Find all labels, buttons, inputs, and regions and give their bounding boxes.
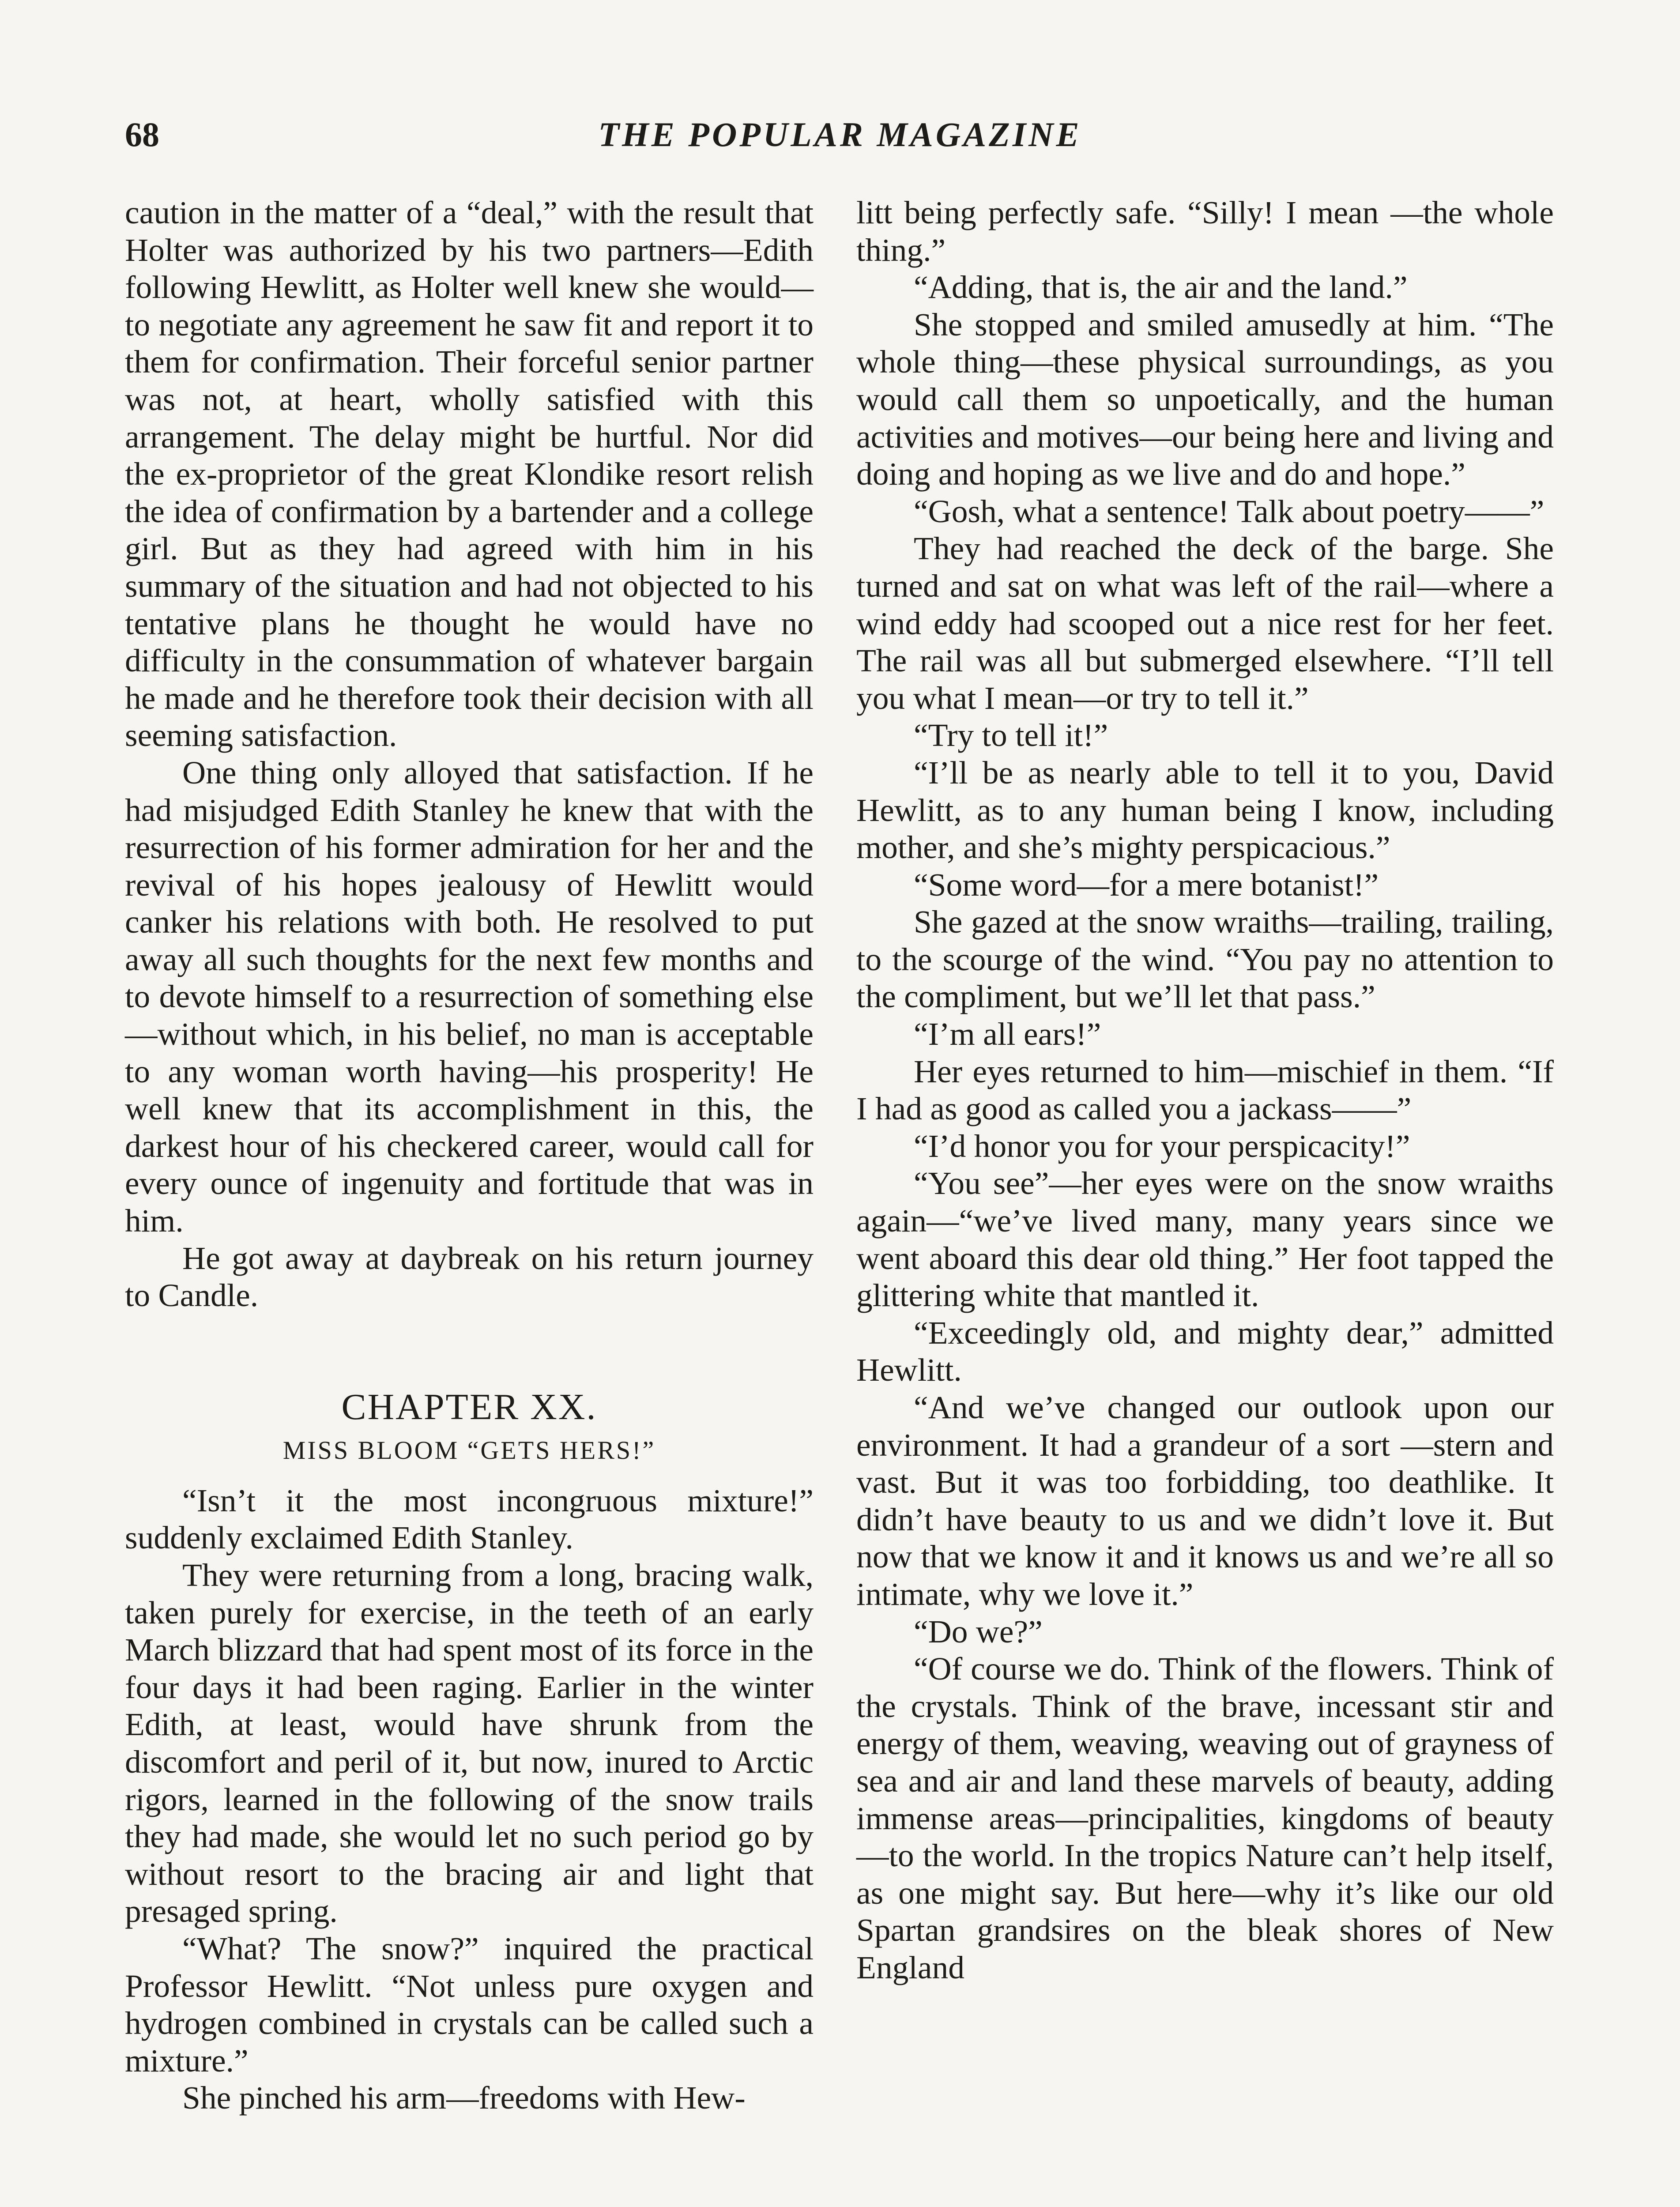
- paragraph: “And we’ve changed our outlook upon our environment. It had a grandeur of a sort —stern and vast. But it was too forbidding, too deathlike. It didn’t have beauty to us and we didn’t love it. But now that we know it and it knows us and we’re all so intimate, why we love it.”: [856, 1390, 1554, 1612]
- chapter-subtitle: MISS BLOOM “GETS HERS!”: [283, 1435, 656, 1465]
- left-column: [125, 194, 814, 2117]
- page-header: [125, 110, 1555, 172]
- paragraph: “Of course we do. Think of the flowers. Think of the crystals. Think of the brave, incessant stir and energy of them, weaving, weaving out of grayness of sea and air and land these marvels of beauty, adding immense areas—principalities, kingdoms of beauty—to the world. In the tropics Nature can’t help itself, as one might say. But here—why it’s like our old Spartan grandsires on the bleak shores of New England: [856, 1651, 1554, 1985]
- paragraph: She stopped and smiled amusedly at him. “The whole thing—these physical surroundings, as you would call them so unpoetically, and the human activities and motives—our being here and living and doing and hoping as we live and do and hope.”: [856, 306, 1554, 492]
- paragraph: She pinched his arm—freedoms with Hew-: [182, 2080, 746, 2116]
- paragraph: “Do we?”: [914, 1613, 1043, 1650]
- paragraph: “I’m all ears!”: [914, 1016, 1101, 1052]
- paragraph: “Some word—for a mere botanist!”: [914, 866, 1379, 903]
- right-column: [856, 194, 1554, 1987]
- chapter-title: CHAPTER XX.: [341, 1386, 597, 1427]
- paragraph: “Exceedingly old, and mighty dear,” admitted Hewlitt.: [856, 1314, 1554, 1388]
- paragraph: “What? The snow?” inquired the practical Professor Hewlitt. “Not unless pure oxygen and hydrogen combined in crystals can be called such a mixture.”: [125, 1930, 814, 2079]
- paragraph: “Gosh, what a sentence! Talk about poetry——”: [914, 493, 1544, 529]
- paragraph: “Isn’t it the most incongruous mixture!” suddenly exclaimed Edith Stanley.: [125, 1482, 814, 1556]
- paragraph: “Try to tell it!”: [914, 717, 1108, 753]
- paragraph: She gazed at the snow wraiths—trailing, trailing, to the scourge of the wind. “You pay no attention to the compliment, but we’ll let that pass.”: [856, 904, 1554, 1015]
- paragraph: “I’d honor you for your perspicacity!”: [914, 1128, 1410, 1164]
- paragraph: “I’ll be as nearly able to tell it to you, David Hewlitt, as to any human being I know, including mother, and she’s mighty perspicacious.”: [856, 754, 1554, 866]
- paragraph: One thing only alloyed that satisfaction. If he had misjudged Edith Stanley he knew that with the resurrection of his former admiration for her and the revival of his hopes jealousy of Hewlitt would canker his relations with both. He resolved to put away all such thoughts for the next few months and to devote himself to a resurrection of something else—without which, in his belief, no man is acceptable to any woman worth having—his prosperity! He well knew that its accomplishment in this, the darkest hour of his checkered career, would call for every ounce of ingenuity and fortitude that was in him.: [125, 754, 814, 1239]
- paragraph: He got away at daybreak on his return journey to Candle.: [125, 1240, 814, 1314]
- paragraph: “Adding, that is, the air and the land.”: [914, 269, 1408, 305]
- paragraph: “You see”—her eyes were on the snow wraiths again—“we’ve lived many, many years since we went aboard this dear old thing.” Her foot tapped the glittering white that mantled it.: [856, 1165, 1554, 1314]
- paragraph: caution in the matter of a “deal,” with the result that Holter was authorized by his two partners—Edith following Hewlitt, as Holter well knew she would—to negotiate any agreement he saw fit and report it to them for confirmation. Their forceful senior partner was not, at heart, wholly satisfied with this arrangement. The delay might be hurtful. Nor did the ex-proprietor of the great Klondike resort relish the idea of confirmation by a bartender and a college girl. But as they had agreed with him in his summary of the situation and had not objected to his tentative plans he thought he would have no difficulty in the consummation of whatever bargain he made and he therefore took their decision with all seeming satisfaction.: [125, 195, 814, 753]
- page-number: 68: [125, 115, 159, 154]
- paragraph: They had reached the deck of the barge. She turned and sat on what was left of the rail—where a wind eddy had scooped out a nice rest for her feet. The rail was all but submerged elsewhere. “I’ll tell you what I mean—or try to tell it.”: [856, 531, 1554, 716]
- paragraph: litt being perfectly safe. “Silly! I mean —the whole thing.”: [856, 195, 1554, 268]
- running-title: THE POPULAR MAGAZINE: [598, 115, 1082, 154]
- paragraph: They were returning from a long, bracing walk, taken purely for exercise, in the teeth of an early March blizzard that had spent most of its force in the four days it had been raging. Earlier in the winter Edith, at least, would have shrunk from the discomfort and peril of it, but now, inured to Arctic rigors, learned in the following of the snow trails they had made, she would let no such period go by without resort to the bracing air and light that presaged spring.: [125, 1557, 814, 1929]
- paragraph: Her eyes returned to him—mischief in them. “If I had as good as called you a jackass——”: [856, 1053, 1554, 1127]
